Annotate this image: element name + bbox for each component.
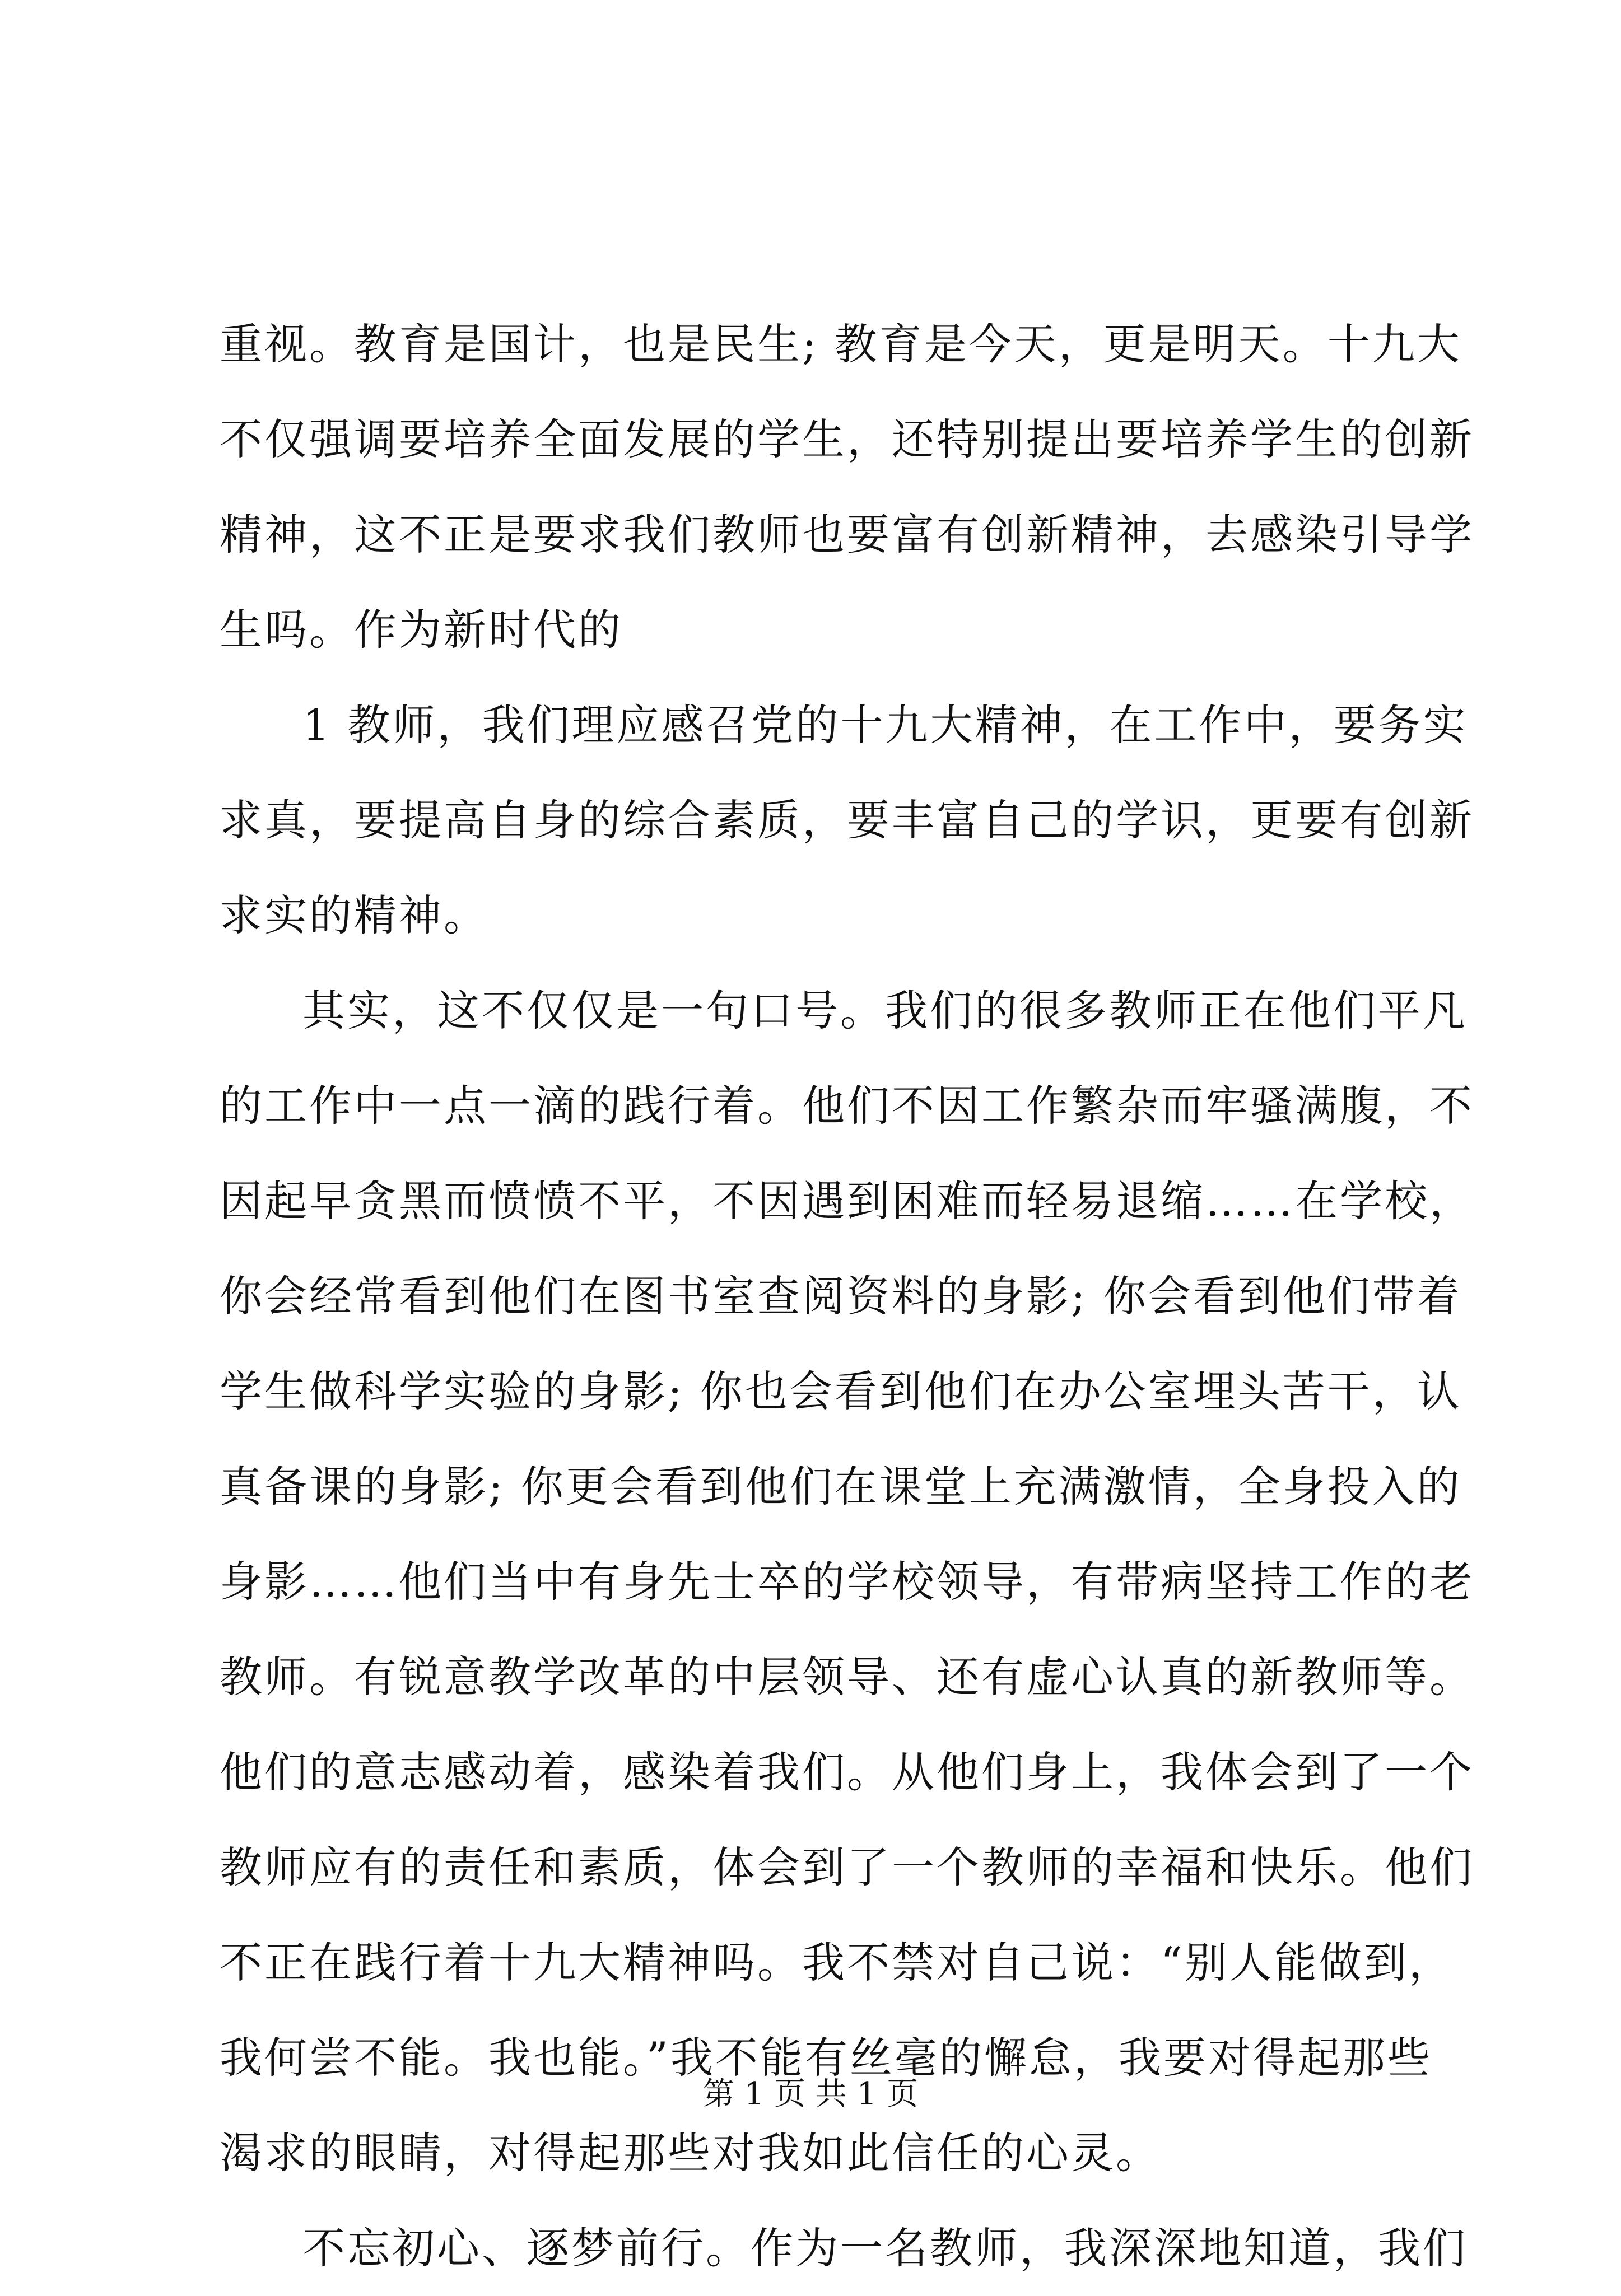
text-line: 身影……他们当中有身先士卒的学校领导，有带病坚持工作的老 xyxy=(220,1557,1474,1607)
document-body xyxy=(220,297,1474,2296)
paragraph-first-line: 1 教师，我们理应感召党的十九大精神，在工作中，要务实 xyxy=(302,700,1468,750)
text-line: 生吗。作为新时代的 xyxy=(220,605,623,655)
text-line: 他们的意志感动着，感染着我们。从他们身上，我体会到了一个 xyxy=(220,1747,1474,1797)
paragraph-first-line: 其实，这不仅仅是一句口号。我们的很多教师正在他们平凡 xyxy=(302,986,1468,1035)
text-line: 学生做科学实验的身影; 你也会看到他们在办公室埋头苦干，认 xyxy=(220,1366,1462,1416)
text-line: 教师应有的责任和素质，体会到了一个教师的幸福和快乐。他们 xyxy=(220,1842,1474,1892)
text-line: 你会经常看到他们在图书室查阅资料的身影; 你会看到他们带着 xyxy=(220,1271,1462,1321)
text-line: 求实的精神。 xyxy=(220,890,488,940)
text-line: 不正在践行着十九大精神吗。我不禁对自己说：“别人能做到， xyxy=(220,1938,1454,1987)
text-line: 的工作中一点一滴的践行着。他们不因工作繁杂而牢骚满腹，不 xyxy=(220,1081,1474,1131)
text-line: 求真，要提高自身的综合素质，要丰富自己的学识，更要有创新 xyxy=(220,795,1474,845)
text-line: 我何尝不能。我也能。”我不能有丝毫的懈怠，我要对得起那些 xyxy=(220,2033,1432,2083)
paragraph-first-line: 不忘初心、逐梦前行。作为一名教师，我深深地知道，我们 xyxy=(302,2223,1468,2273)
page-footer: 第 1 页 共 1 页 xyxy=(702,2076,919,2112)
text-line: 重视。教育是国计，也是民生; 教育是今天，更是明天。十九大 xyxy=(220,319,1462,369)
text-line: 渴求的眼睛，对得起那些对我如此信任的心灵。 xyxy=(220,2128,1161,2178)
text-line: 因起早贪黑而愤愤不平，不因遇到困难而轻易退缩……在学校， xyxy=(220,1176,1474,1226)
text-line: 精神，这不正是要求我们教师也要富有创新精神，去感染引导学 xyxy=(220,510,1474,559)
text-line: 真备课的身影; 你更会看到他们在课堂上充满激情，全身投入的 xyxy=(220,1462,1462,1511)
text-line: 不仅强调要培养全面发展的学生，还特别提出要培养学生的创新 xyxy=(220,414,1474,464)
text-line: 教师。有锐意教学改革的中层领导、还有虚心认真的新教师等。 xyxy=(220,1652,1474,1702)
